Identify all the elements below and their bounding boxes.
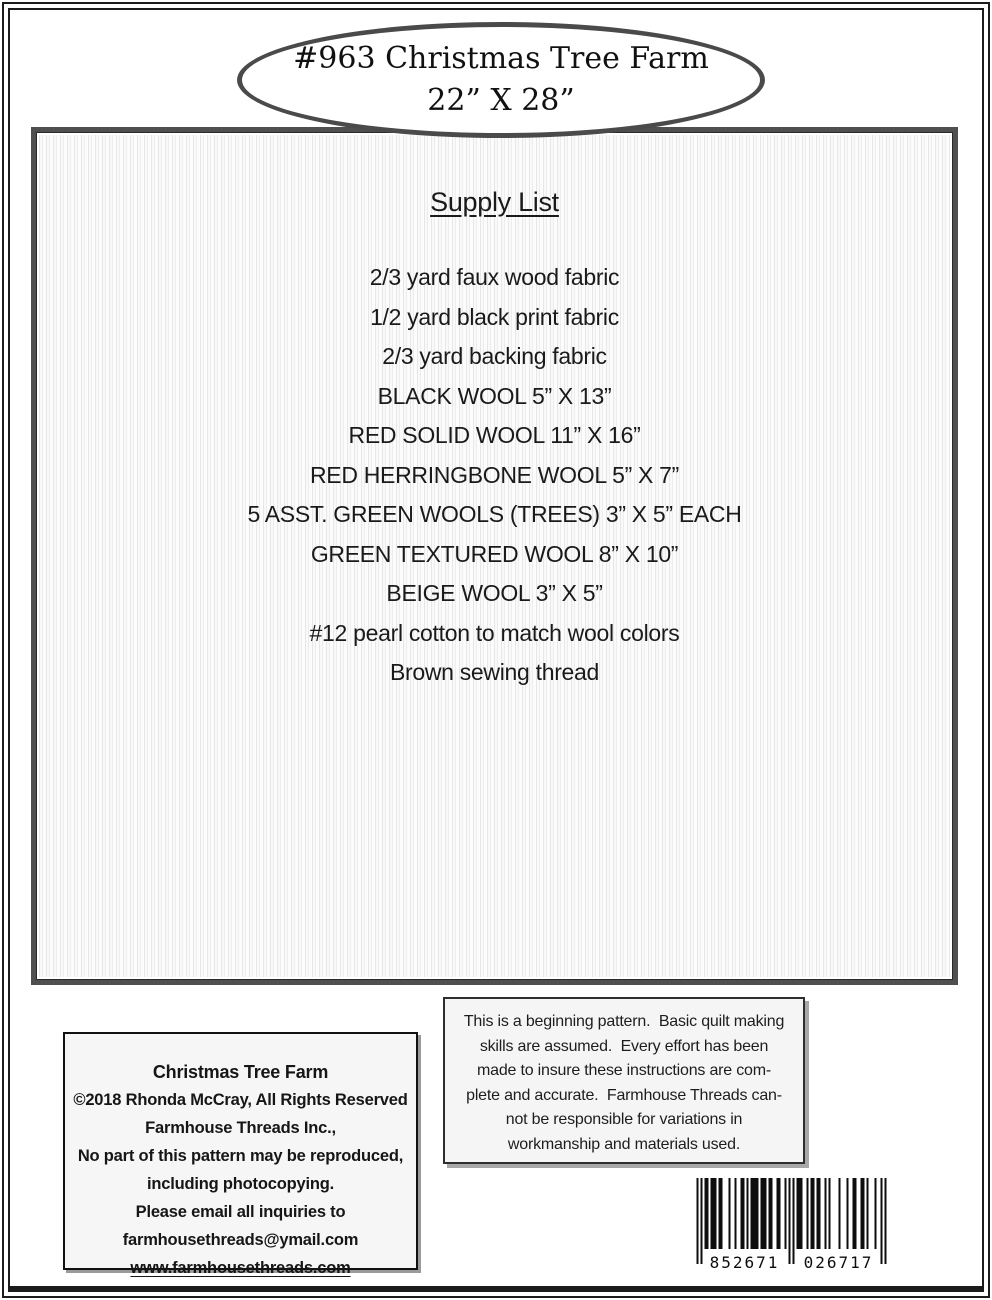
copyright-line: Please email all inquiries to [135, 1203, 346, 1221]
supply-item: GREEN TEXTURED WOOL 8” X 10” [310, 540, 679, 567]
copyright-line: including photocopying. [147, 1175, 334, 1193]
copyright-title: Christmas Tree Farm [152, 1062, 329, 1082]
supply-list-heading: Supply List [430, 187, 559, 217]
supply-item: #12 pearl cotton to match wool colors [309, 619, 680, 646]
supply-item: 2/3 yard backing fabric [382, 343, 607, 369]
upc-barcode [695, 1178, 888, 1273]
supply-item: 5 ASST. GREEN WOOLS (TREES) 3” X 5” EACH [247, 501, 742, 527]
website-url: www.farmhousethreads.com [130, 1259, 351, 1277]
pattern-title: #963 Christmas Tree Farm [293, 41, 709, 76]
copyright-line: Farmhouse Threads Inc., [145, 1119, 336, 1137]
supply-item: RED HERRINGBONE WOOL 5” X 7” [309, 461, 680, 488]
disclaimer-line: This is a beginning pattern. Basic quilt making [463, 1013, 785, 1030]
supply-list-panel [31, 127, 958, 985]
disclaimer-line: made to insure these instructions are com- [477, 1062, 771, 1079]
disclaimer-line: plete and accurate. Farmhouse Threads can- [466, 1086, 782, 1104]
barcode-left-digits: 852671 [709, 1253, 780, 1272]
disclaimer-box [443, 997, 805, 1164]
disclaimer-line: not be responsible for variations in [505, 1111, 743, 1128]
supply-item: BEIGE WOOL 3” X 5” [386, 580, 603, 606]
copyright-box [63, 1032, 418, 1277]
barcode-right-digits: 026717 [803, 1253, 874, 1272]
copyright-line: No part of this pattern may be reproduced, [77, 1147, 404, 1165]
disclaimer-line: skills are assumed. Every effort has been [479, 1037, 769, 1055]
striped-background [39, 135, 950, 977]
copyright-line: ©2018 Rhonda McCray, All Rights Reserved [73, 1091, 408, 1109]
supply-item: 2/3 yard faux wood fabric [369, 264, 620, 290]
pattern-size: 22” X 28” [427, 83, 575, 118]
supply-item: RED SOLID WOOL 11” X 16” [348, 422, 641, 448]
contact-email: farmhousethreads@ymail.com [122, 1231, 359, 1249]
disclaimer-line: workmanship and materials used. [507, 1135, 741, 1153]
supply-item: BLACK WOOL 5” X 13” [377, 382, 612, 409]
supply-item: 1/2 yard black print fabric [370, 303, 619, 330]
supply-item: Brown sewing thread [389, 659, 600, 685]
barcode-bars [695, 1178, 888, 1273]
supply-list [39, 258, 950, 693]
title-oval [237, 22, 765, 138]
